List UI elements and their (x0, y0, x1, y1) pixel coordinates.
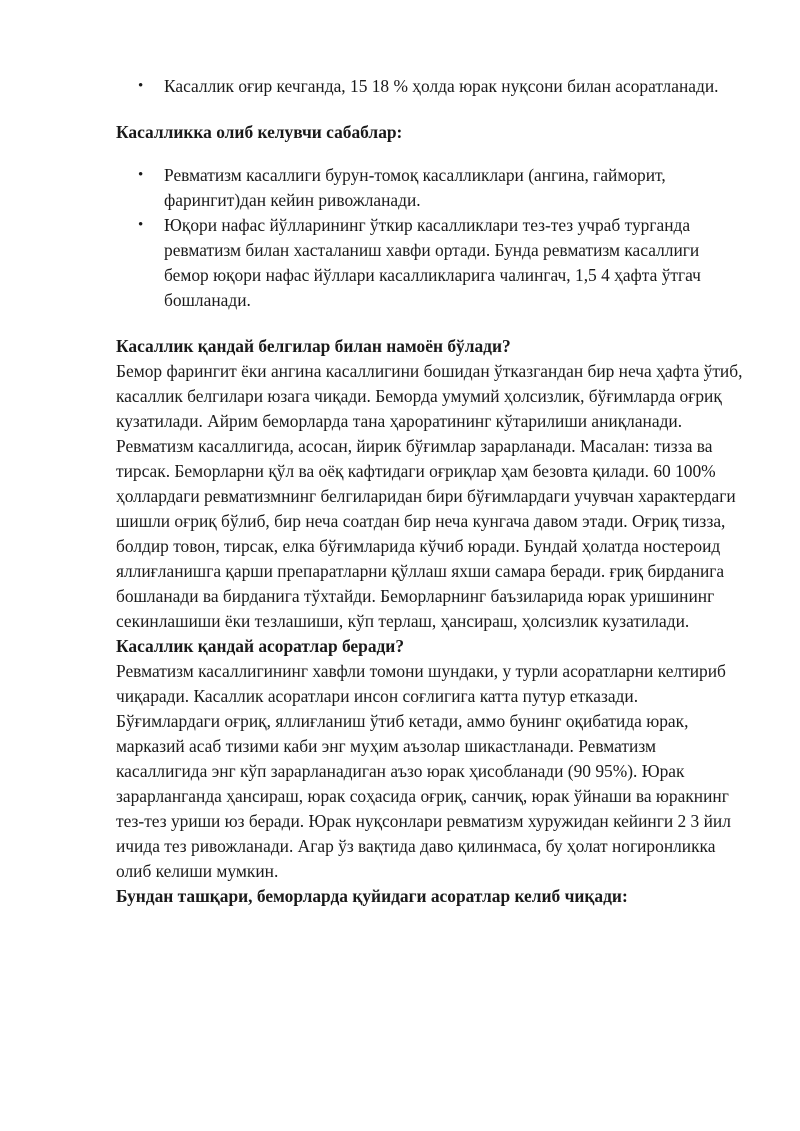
document-body (116, 74, 746, 909)
bullet-icon: • (138, 78, 144, 94)
paragraph-complications-detail: Бўғимлардаги оғриқ, яллиғланиш ўтиб кетади, аммо бунинг оқибатида юрак, марказий асаб тизими каби энг муҳим аъзолар шикастланади. Ревматизм касаллигида энг кўп зарарланадиган аъзо юрак ҳисобланади (90 95%). Юрак зарарланганда ҳансираш, юрак соҳасида оғриқ, санчиқ, юрак ўйнаши ва юракнинг тез-тез уриши юз беради. Юрак нуқсонлари ревматизм хуружидан кейинги 2 3 йил ичида тез ривожланади. Агар ўз вақтида даво қилинмаса, бу ҳолат ногиронликка олиб келиши мумкин. (116, 711, 731, 881)
list-item-text: Юқори нафас йўлларининг ўткир касалликлари тез-тез учраб турганда ревматизм билан хасталаниш хавфи ортади. Бунда ревматизм касаллиги бемор юқори нафас йўллари касалликларига чалингач, 1,5 4 ҳафта ўтгач бошланади. (164, 215, 701, 310)
bullet-list-causes (116, 163, 746, 313)
section-heading-complications: Касаллик қандай асоратлар беради? (116, 636, 405, 656)
paragraph-complications-intro: Ревматизм касаллигининг хавфли томони шундаки, у турли асоратларни келтириб чиқаради. Касаллик асоратлари инсон соғлигига катта путур етказади. (116, 661, 726, 706)
section-heading-causes: Касалликка олиб келувчи сабаблар: (116, 122, 403, 142)
section-heading-symptoms: Касаллик қандай белгилар билан намоён бўлади? (116, 336, 511, 356)
list-item (116, 163, 746, 213)
bullet-list-complications (116, 74, 746, 99)
bullet-icon: • (138, 167, 144, 183)
section-heading-additional-complications: Бундан ташқари, беморларда қуйидаги асоратлар келиб чиқади: (116, 886, 628, 906)
bullet-icon: • (138, 217, 144, 233)
list-item-text: Касаллик оғир кечганда, 15 18 % ҳолда юрак нуқсони билан асоратланади. (164, 76, 719, 96)
list-item-text: Ревматизм касаллиги бурун-томоқ касалликлари (ангина, гайморит, фарингит)дан кейин ривожланади. (164, 165, 666, 210)
paragraph-symptoms: Бемор фарингит ёки ангина касаллигини бошидан ўтказгандан бир неча ҳафта ўтиб, касаллик белгилари юзага чиқади. Беморда умумий ҳолсизлик, бўғимларда оғриқ кузатилади. Айрим беморларда тана ҳароратининг кўтарилиши аниқланади. Ревматизм касаллигида, асосан, йирик бўғимлар зарарланади. Масалан: тизза ва тирсак. Беморларни қўл ва оёқ кафтидаги оғриқлар ҳам безовта қилади. 60 100% ҳоллардаги ревматизмнинг белгиларидан бири бўғимлардаги учувчан характердаги шишли оғриқ бўлиб, бир неча соатдан бир неча кунгача давом этади. Оғриқ тизза, болдир товон, тирсак, елка бўғимларида кўчиб юради. Бундай ҳолатда ностероид яллиғланишга қарши препаратларни қўллаш яхши самара беради. ғриқ бирданига бошланади ва бирданига тўхтайди. Беморларнинг баъзиларида юрак уришининг секинлашиши ёки тезлашиши, кўп терлаш, ҳансираш, ҳолсизлик кузатилади. (116, 361, 743, 631)
list-item (116, 74, 746, 99)
list-item (116, 213, 746, 313)
